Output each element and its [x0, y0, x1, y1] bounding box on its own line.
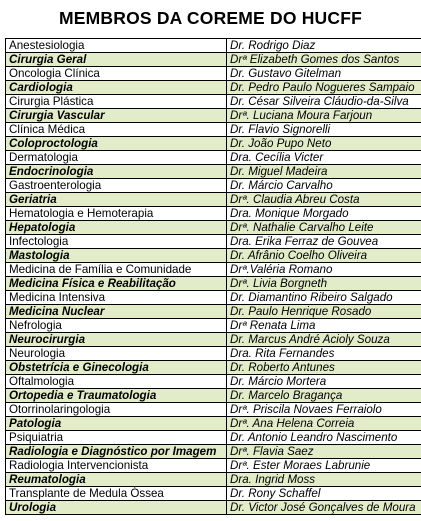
specialty-cell: Dermatologia: [6, 151, 227, 165]
specialty-cell: Mastologia: [6, 249, 227, 263]
doctor-cell: Dr. Gustavo Gitelman: [227, 67, 421, 81]
specialty-cell: Cardiologia: [6, 81, 227, 95]
table-row: [6, 235, 421, 249]
table-row: [6, 333, 421, 347]
table-row: [6, 249, 421, 263]
specialty-cell: Endocrinologia: [6, 165, 227, 179]
doctor-cell: Dr. Miguel Madeira: [227, 165, 421, 179]
doctor-cell: Dr. Márcio Carvalho: [227, 179, 421, 193]
doctor-cell: Drª. Livia Borgneth: [227, 277, 421, 291]
table-row: [6, 403, 421, 417]
table-row: [6, 417, 421, 431]
doctor-cell: Dr. Rodrigo Diaz: [227, 39, 421, 53]
specialty-cell: Anestesiologia: [6, 39, 227, 53]
specialty-cell: Oncologia Clínica: [6, 67, 227, 81]
table-row: [6, 193, 421, 207]
doctor-cell: Dr. Marcelo Bragança: [227, 389, 421, 403]
doctor-cell: Dr. Diamantino Ribeiro Salgado: [227, 291, 421, 305]
doctor-cell: Drª Elizabeth Gomes dos Santos: [227, 53, 421, 67]
specialty-cell: Radiologia Intervencionista: [6, 459, 227, 473]
table-row: [6, 277, 421, 291]
specialty-cell: Neurocirurgia: [6, 333, 227, 347]
doctor-cell: Dr. Márcio Mortera: [227, 375, 421, 389]
table-row: [6, 473, 421, 487]
specialty-cell: Medicina Nuclear: [6, 305, 227, 319]
members-table-body: [6, 39, 421, 515]
doctor-cell: Drª. Claudia Abreu Costa: [227, 193, 421, 207]
specialty-cell: Otorrinolaringologia: [6, 403, 227, 417]
doctor-cell: Drª. Ana Helena Correia: [227, 417, 421, 431]
specialty-cell: Geriatria: [6, 193, 227, 207]
specialty-cell: Reumatologia: [6, 473, 227, 487]
doctor-cell: Drª. Flavia Saez: [227, 445, 421, 459]
table-row: [6, 319, 421, 333]
specialty-cell: Medicina Intensiva: [6, 291, 227, 305]
specialty-cell: Obstetrícia e Ginecologia: [6, 361, 227, 375]
doctor-cell: Drª. Ester Moraes Labrunie: [227, 459, 421, 473]
table-row: [6, 305, 421, 319]
table-row: [6, 263, 421, 277]
doctor-cell: Dr. Antonio Leandro Nascimento: [227, 431, 421, 445]
specialty-cell: Clínica Médica: [6, 123, 227, 137]
doctor-cell: Dra. Cecília Victer: [227, 151, 421, 165]
specialty-cell: Nefrologia: [6, 319, 227, 333]
doctor-cell: Dr. Pedro Paulo Nogueres Sampaio: [227, 81, 421, 95]
specialty-cell: Hepatologia: [6, 221, 227, 235]
doctor-cell: Dra. Monique Morgado: [227, 207, 421, 221]
table-row: [6, 431, 421, 445]
specialty-cell: Urologia: [6, 501, 227, 515]
table-row: [6, 375, 421, 389]
doctor-cell: Dr. César Silveira Cláudio-da-Silva: [227, 95, 421, 109]
doctor-cell: Dr. João Pupo Neto: [227, 137, 421, 151]
specialty-cell: Gastroenterologia: [6, 179, 227, 193]
doctor-cell: Dr. Paulo Henrique Rosado: [227, 305, 421, 319]
doctor-cell: Drª. Nathalie Carvalho Leite: [227, 221, 421, 235]
table-row: [6, 347, 421, 361]
doctor-cell: Drª. Luciana Moura Farjoun: [227, 109, 421, 123]
doctor-cell: Dr. Victor José Gonçalves de Moura: [227, 501, 421, 515]
doctor-cell: Dr. Rony Schaffel: [227, 487, 421, 501]
table-row: [6, 459, 421, 473]
doctor-cell: Dr. Roberto Antunes: [227, 361, 421, 375]
doctor-cell: Drª.Valéria Romano: [227, 263, 421, 277]
specialty-cell: Psiquiatria: [6, 431, 227, 445]
specialty-cell: Cirurgia Plástica: [6, 95, 227, 109]
table-row: [6, 501, 421, 515]
table-row: [6, 81, 421, 95]
doctor-cell: Drª Renata Lima: [227, 319, 421, 333]
specialty-cell: Patologia: [6, 417, 227, 431]
page-title: MEMBROS DA COREME DO HUCFF: [58, 8, 363, 28]
table-row: [6, 137, 421, 151]
doctor-cell: Drª. Priscila Novaes Ferraiolo: [227, 403, 421, 417]
table-row: [6, 487, 421, 501]
table-row: [6, 109, 421, 123]
specialty-cell: Infectologia: [6, 235, 227, 249]
members-table: [5, 38, 421, 515]
doctor-cell: Dra. Rita Fernandes: [227, 347, 421, 361]
doctor-cell: Dra. Ingrid Moss: [227, 473, 421, 487]
table-row: [6, 95, 421, 109]
table-row: [6, 39, 421, 53]
table-row: [6, 53, 421, 67]
doctor-cell: Dra. Erika Ferraz de Gouvea: [227, 235, 421, 249]
specialty-cell: Transplante de Medula Óssea: [6, 487, 227, 501]
doctor-cell: Dr. Flavio Signorelli: [227, 123, 421, 137]
specialty-cell: Ortopedia e Traumatologia: [6, 389, 227, 403]
table-row: [6, 221, 421, 235]
specialty-cell: Medicina Física e Reabilitação: [6, 277, 227, 291]
table-row: [6, 165, 421, 179]
specialty-cell: Cirurgia Geral: [6, 53, 227, 67]
specialty-cell: Radiologia e Diagnóstico por Imagem: [6, 445, 227, 459]
table-row: [6, 445, 421, 459]
table-row: [6, 179, 421, 193]
table-row: [6, 67, 421, 81]
table-row: [6, 207, 421, 221]
table-row: [6, 151, 421, 165]
table-row: [6, 361, 421, 375]
specialty-cell: Oftalmologia: [6, 375, 227, 389]
table-row: [6, 389, 421, 403]
specialty-cell: Cirurgia Vascular: [6, 109, 227, 123]
table-row: [6, 291, 421, 305]
specialty-cell: Coloproctologia: [6, 137, 227, 151]
table-row: [6, 123, 421, 137]
specialty-cell: Medicina de Família e Comunidade: [6, 263, 227, 277]
doctor-cell: Dr. Marcus André Acioly Souza: [227, 333, 421, 347]
specialty-cell: Hematologia e Hemoterapia: [6, 207, 227, 221]
doctor-cell: Dr. Afrânio Coelho Oliveira: [227, 249, 421, 263]
specialty-cell: Neurologia: [6, 347, 227, 361]
